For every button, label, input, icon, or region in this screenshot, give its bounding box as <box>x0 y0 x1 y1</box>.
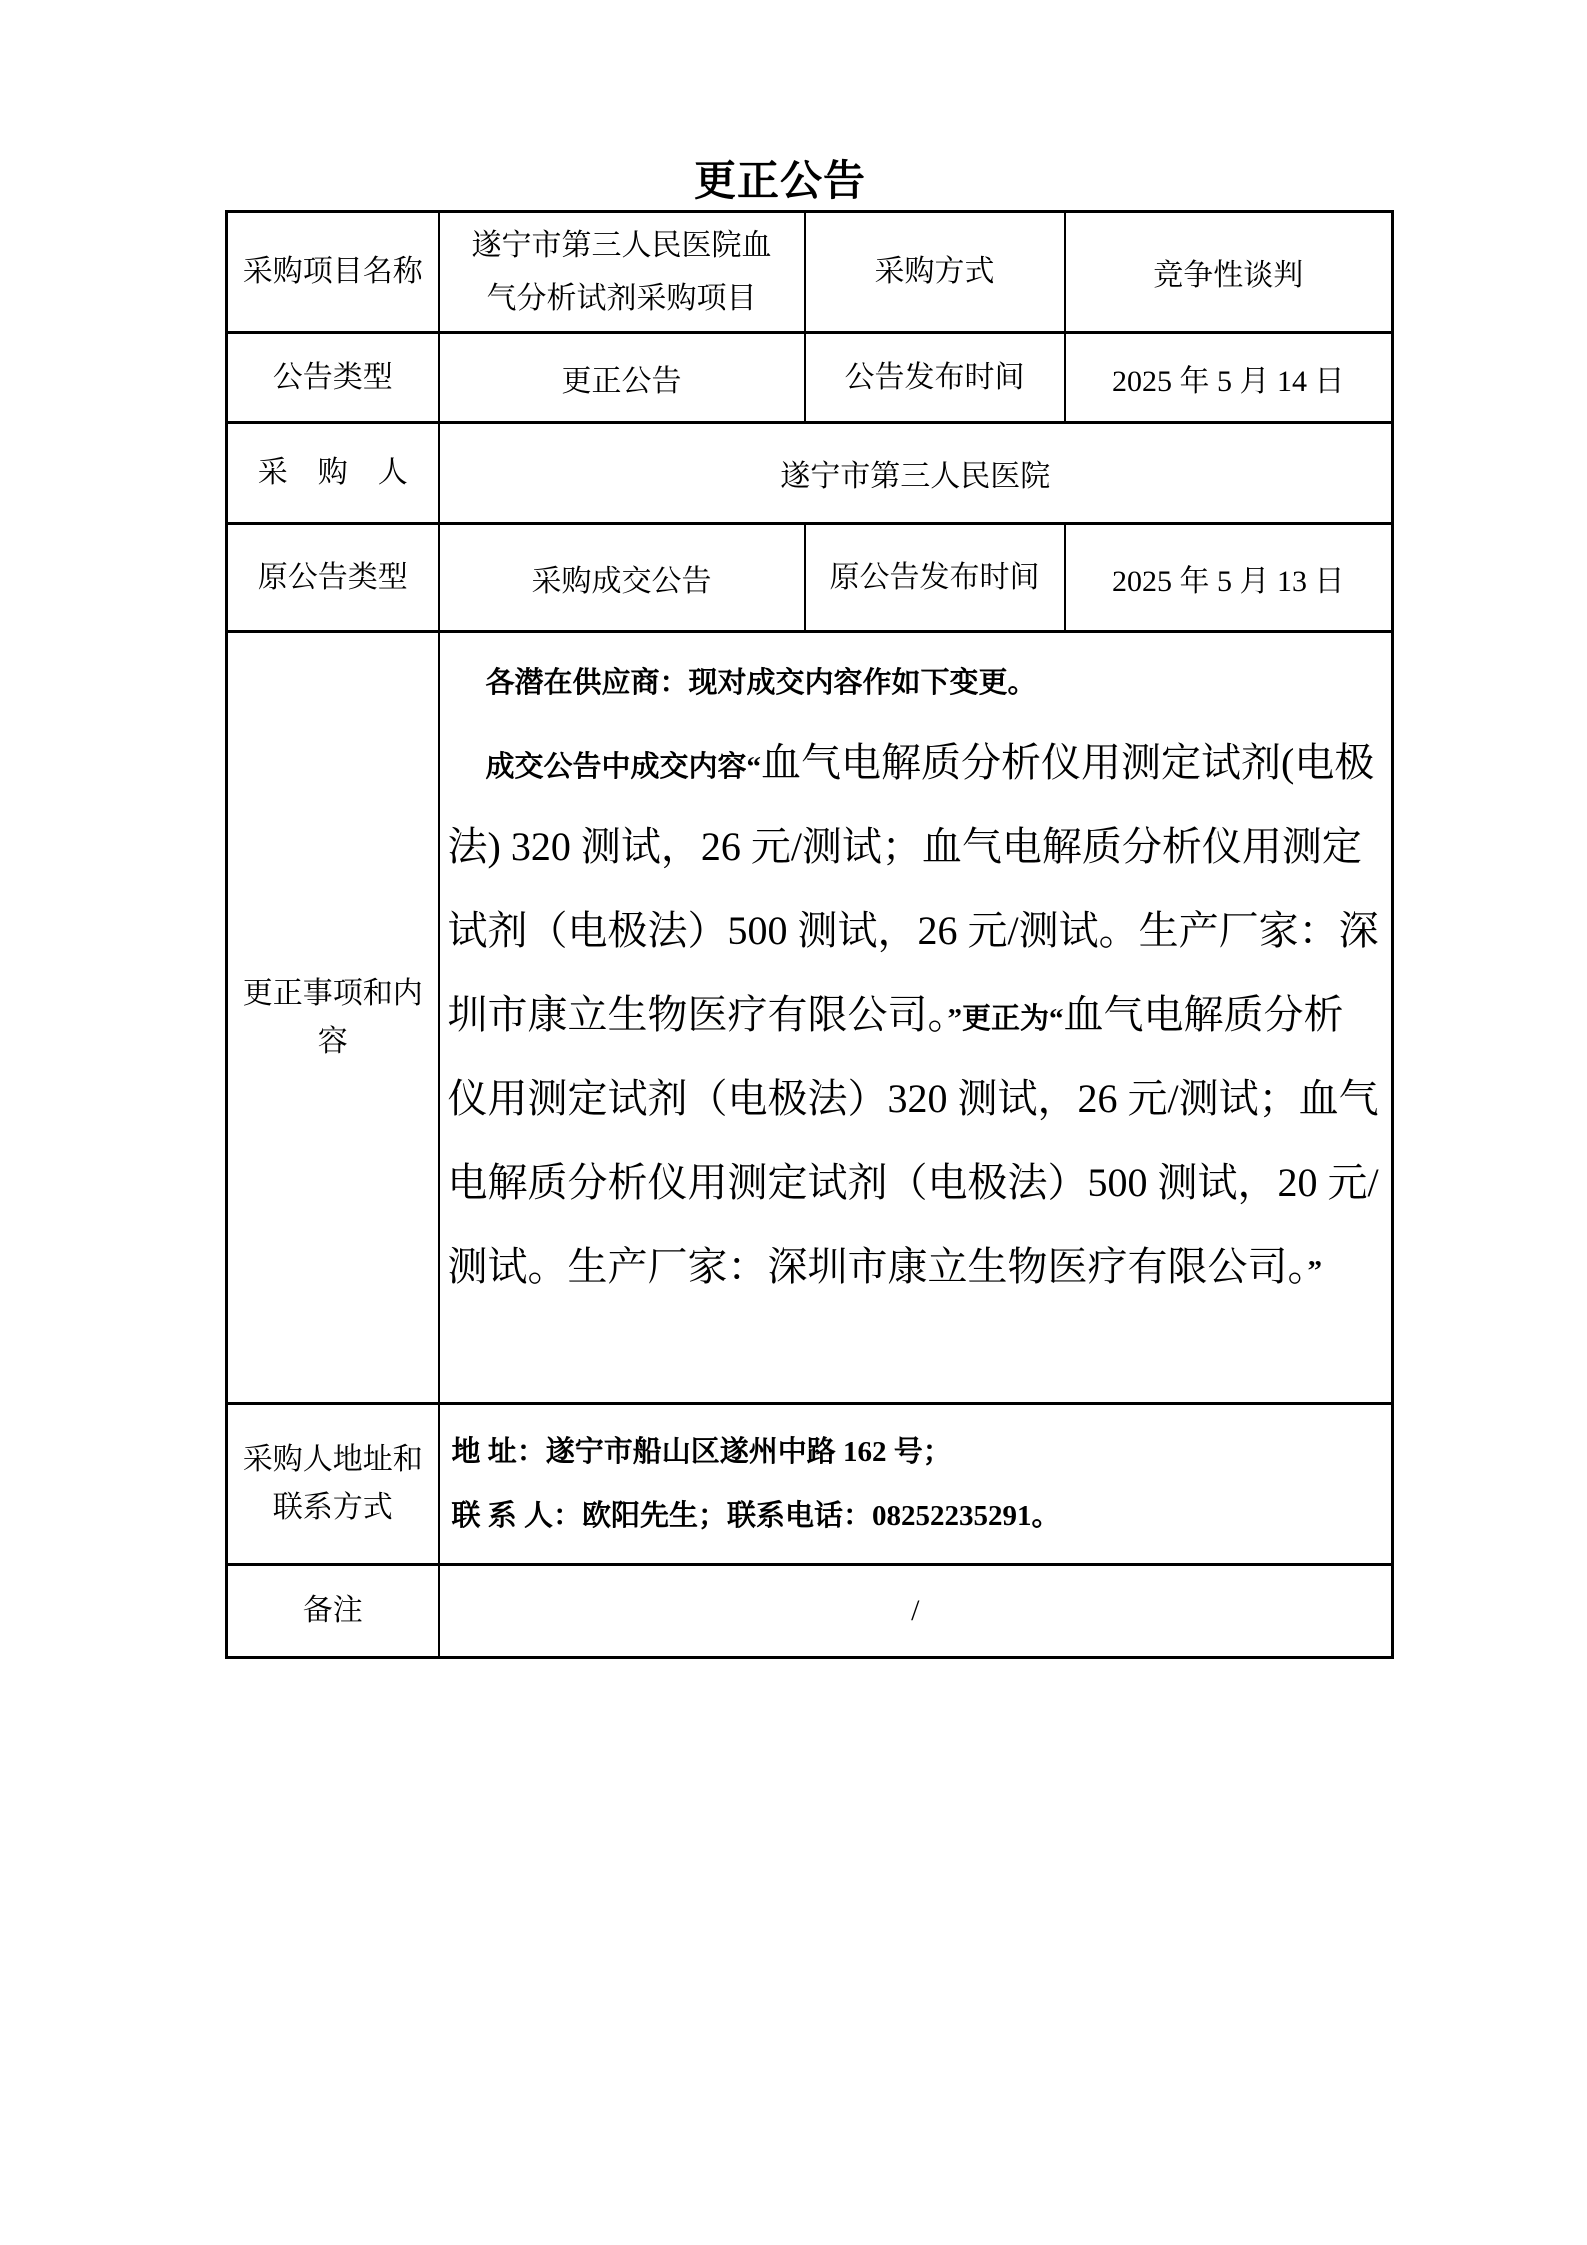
announcement-type-label: 公告类型 <box>227 333 439 423</box>
original-publish-date-value: 2025 年 5 月 13 日 <box>1065 524 1393 632</box>
document-title: 更正公告 <box>693 159 866 205</box>
correction-original-content: 血气电解质分析仪用测定试剂(电极法) 320 测试，26 元/测试；血气电解质分析仪用测定试剂（电极法）500 测试，26 元/测试。生产厂家：深圳市康立生物医疗有限公司。 <box>447 740 1379 1037</box>
correction-revised-content: 血气电解质分析仪用测定试剂（电极法）320 测试，26 元/测试；血气电解质分析仪用测定试剂（电极法）500 测试，20 元/测试。生产厂家：深圳市康立生物医疗有限公司。 <box>447 992 1379 1289</box>
publish-date-value: 2025 年 5 月 14 日 <box>1065 333 1393 423</box>
table-row <box>227 423 1393 524</box>
correction-content-label: 更正事项和内容 <box>227 632 439 1404</box>
correction-middle: ”更正为“ <box>947 1003 1064 1035</box>
publish-date-label: 公告发布时间 <box>805 333 1065 423</box>
contact-person-line: 联 系 人：欧阳先生；联系电话：08252235291。 <box>451 1500 1061 1532</box>
announcement-type-value: 更正公告 <box>439 333 805 423</box>
correction-body <box>448 723 1382 1311</box>
procurement-method-value: 竞争性谈判 <box>1065 212 1393 333</box>
correction-intro: 各潜在供应商：现对成交内容作如下变更。 <box>485 667 1037 699</box>
remark-value: / <box>439 1565 1393 1658</box>
address-line: 地 址：遂宁市船山区遂州中路 162 号； <box>451 1436 952 1468</box>
project-name-label: 采购项目名称 <box>227 212 439 333</box>
original-announcement-type-label: 原公告类型 <box>227 524 439 632</box>
table-row <box>227 1565 1393 1658</box>
table-row <box>227 632 1393 1404</box>
table-row <box>227 333 1393 423</box>
correction-closing-quote: ” <box>1307 1255 1322 1287</box>
contact-cell <box>439 1404 1393 1565</box>
original-announcement-type-value: 采购成交公告 <box>439 524 805 632</box>
remark-label: 备注 <box>227 1565 439 1658</box>
correction-content-cell <box>439 632 1393 1404</box>
correction-lead: 成交公告中成交内容“ <box>485 751 762 783</box>
project-name-value: 遂宁市第三人民医院血气分析试剂采购项目 <box>439 212 805 333</box>
purchaser-label: 采 购 人 <box>227 423 439 524</box>
announcement-table <box>225 210 1394 1659</box>
table-row <box>227 524 1393 632</box>
table-row <box>227 1404 1393 1565</box>
purchaser-value: 遂宁市第三人民医院 <box>439 423 1393 524</box>
contact-label: 采购人地址和联系方式 <box>227 1404 439 1565</box>
procurement-method-label: 采购方式 <box>805 212 1065 333</box>
table-row <box>227 212 1393 333</box>
original-publish-date-label: 原公告发布时间 <box>805 524 1065 632</box>
